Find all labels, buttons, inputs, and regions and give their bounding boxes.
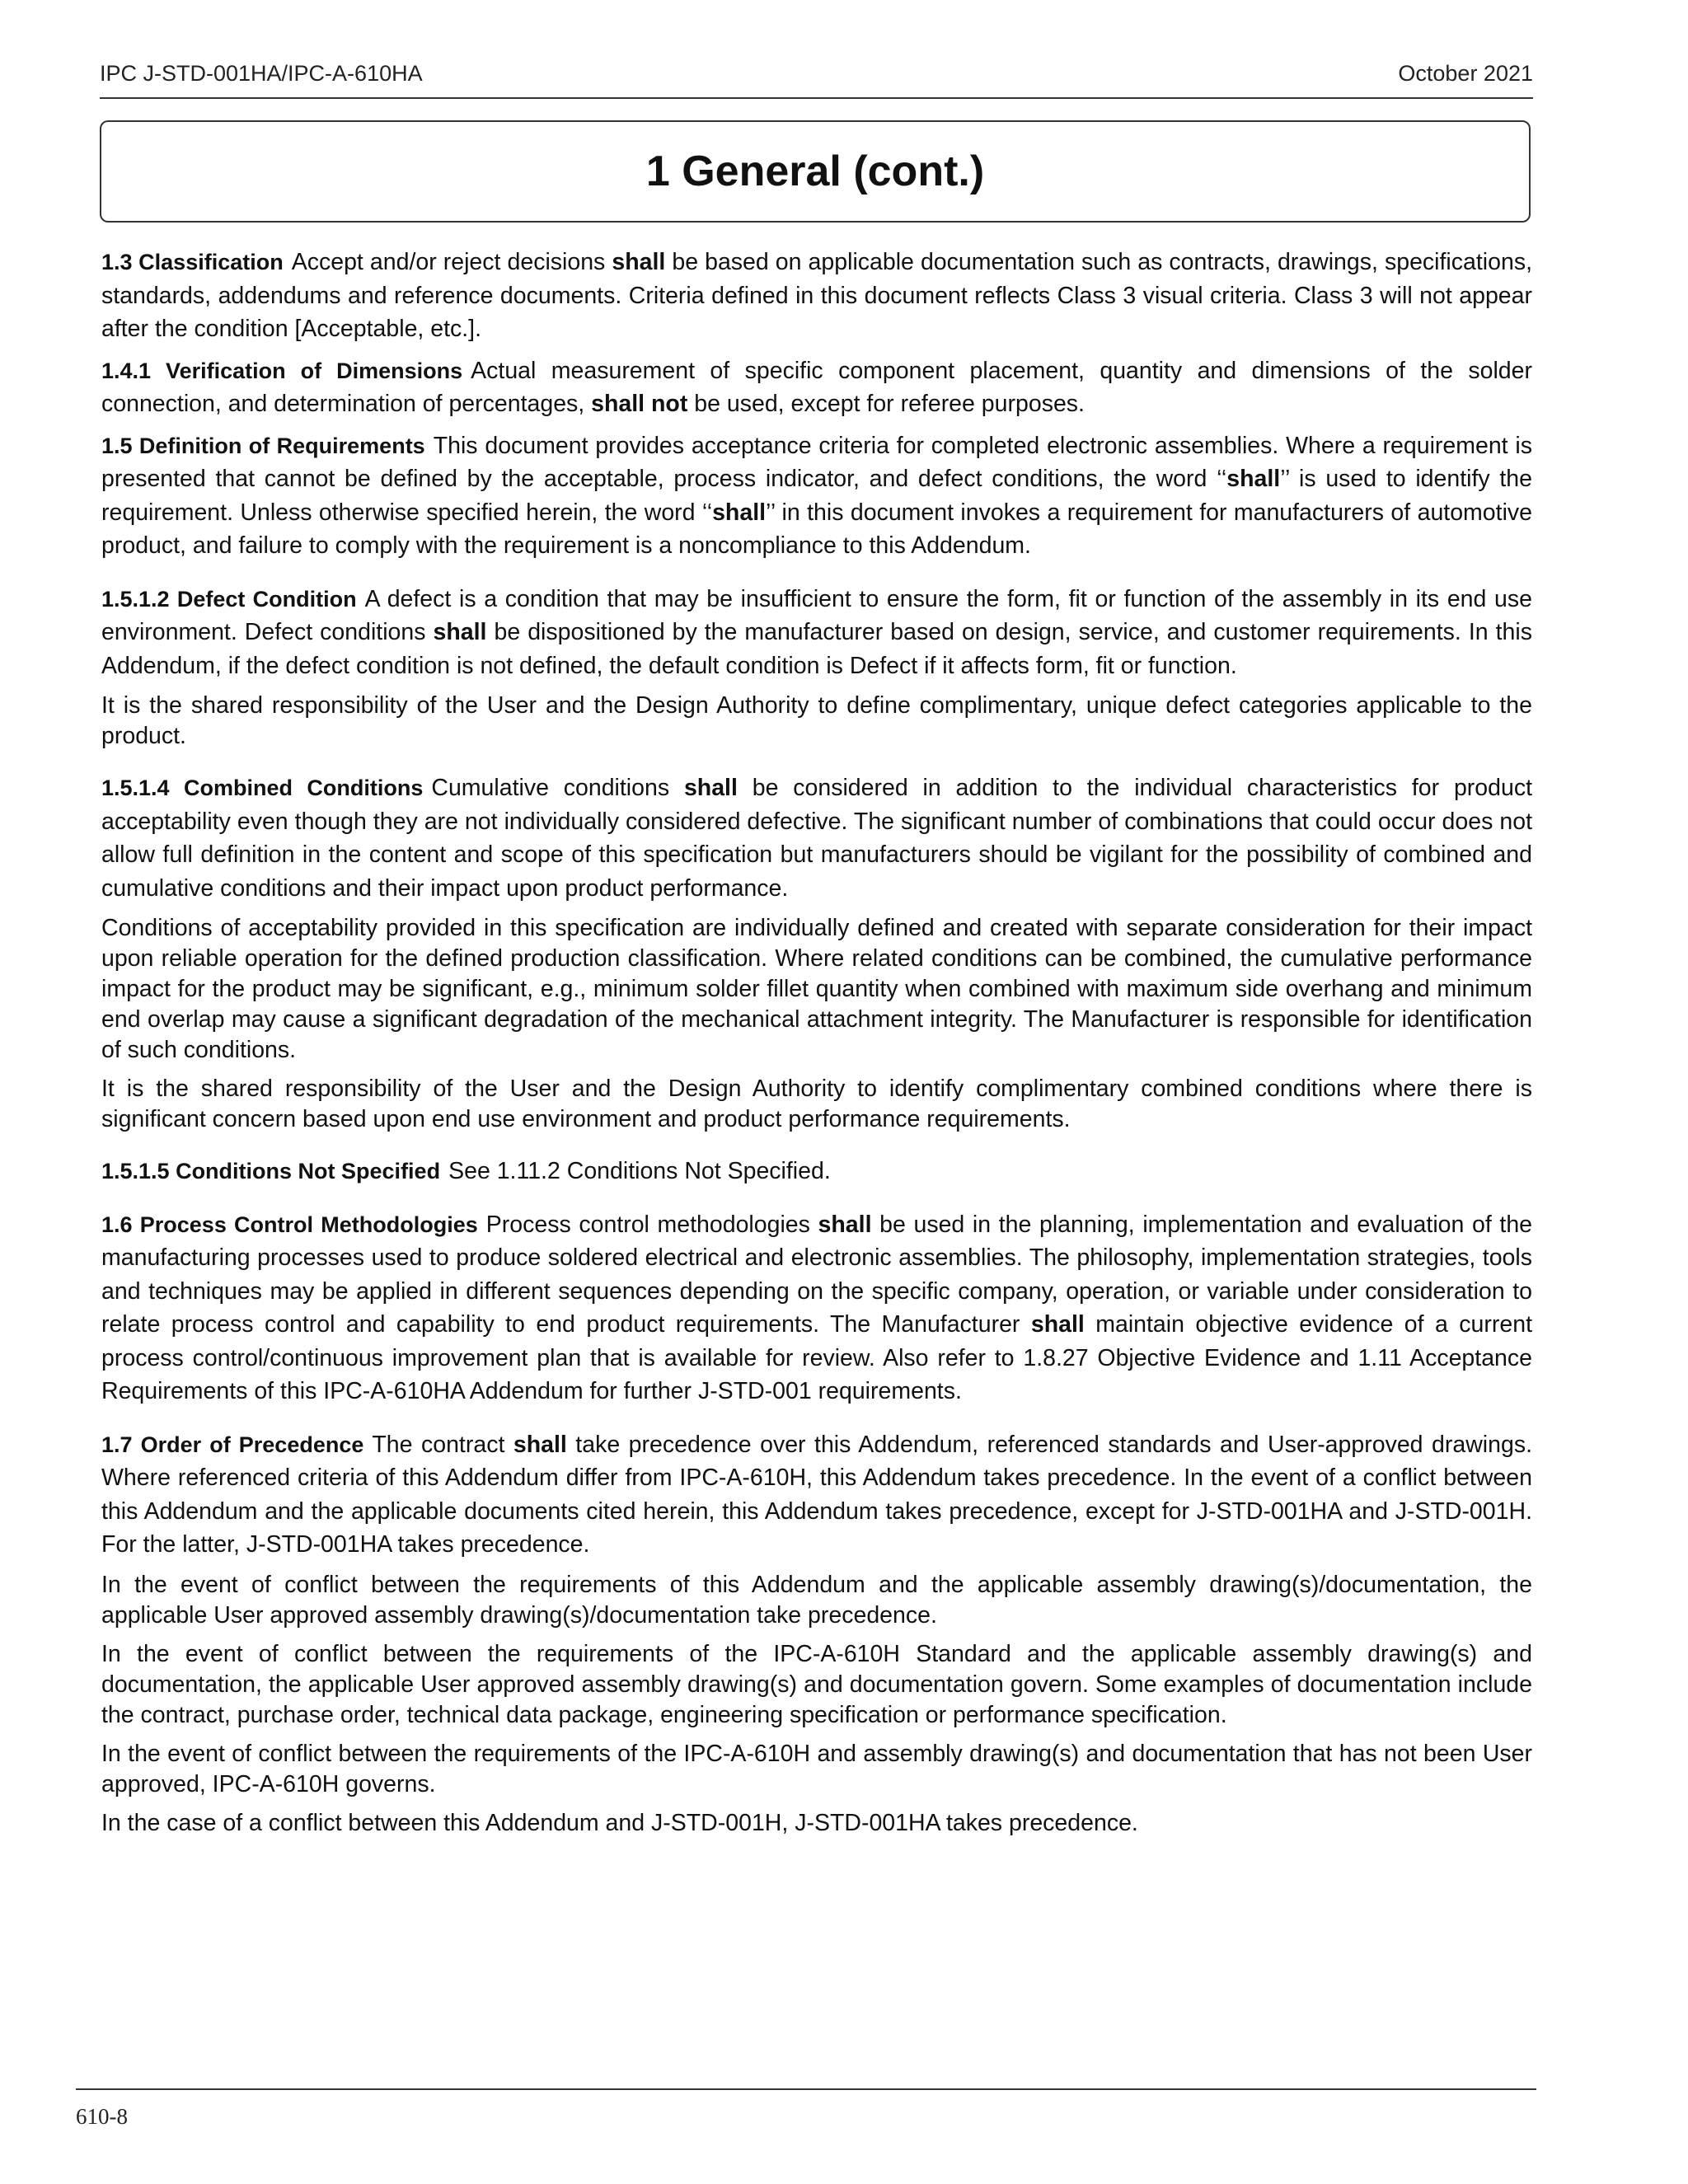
paragraph-1-5-1-4-cont-2: It is the shared responsibility of the User and the Design Authority to identify complimentary combined conditions where there is significant concern based upon end use environment and product performance requirements. <box>101 1076 1532 1132</box>
paragraph-1-7-cont-4: In the case of a conflict between this Addendum and J-STD-001H, J-STD-001HA takes precedence. <box>101 1809 1138 1836</box>
section-heading: 1.5.1.4 Combined Conditions <box>101 776 424 800</box>
paragraph-1-7-cont-2: In the event of conflict between the requirements of the IPC-A-610H Standard and the applicable assembly drawing(s) and documentation, the applicable User approved assembly drawing(s) and documentation govern. Some examples of documentation include the contract, purchase order, technical data package, engineering specification or performance specification. <box>101 1640 1532 1728</box>
footer-rule <box>76 2088 1536 2090</box>
body-content <box>101 246 1532 1839</box>
paragraph-1-4-1: 1.4.1 Verification of Dimensions Actual measurement of specific component placement, quantity and dimensions of the solder connection, and determination of percentages, shall not be used, except for referee purposes. <box>101 357 1532 417</box>
paragraph-1-5-1-5: 1.5.1.5 Conditions Not Specified See 1.11.2 Conditions Not Specified. <box>101 1158 831 1184</box>
section-heading: 1.3 Classification <box>101 250 284 274</box>
paragraph-1-3: 1.3 Classification Accept and/or reject decisions shall be based on applicable documentation such as contracts, drawings, specifications, standards, addendums and reference documents. Criteria defined in this document reflects Class 3 visual criteria. Class 3 will not appear after the condition [Acceptable, etc.]. <box>101 249 1532 342</box>
paragraph-1-7-cont-3: In the event of conflict between the requirements of the IPC-A-610H and assembly drawing(s) and documentation that has not been User approved, IPC-A-610H governs. <box>101 1740 1532 1797</box>
section-heading: 1.6 Process Control Methodologies <box>101 1212 478 1237</box>
section-heading: 1.5.1.5 Conditions Not Specified <box>101 1159 441 1183</box>
paragraph-1-5: 1.5 Definition of Requirements This document provides acceptance criteria for completed electronic assemblies. Where a requirement is presented that cannot be defined by the acceptable, process indicator, and defect conditions, the word ‘‘shall’’ is used to identify the requirement. Unless otherwise specified herein, the word ‘‘shall’’ in this document invokes a requirement for manufacturers of automotive product, and failure to comply with the requirement is a noncompliance to this Addendum. <box>101 432 1532 559</box>
paragraph-1-7: 1.7 Order of Precedence The contract shall take precedence over this Addendum, referenced standards and User-approved drawings. Where referenced criteria of this Addendum differ from IPC-A-610H, this Addendum takes precedence. In the event of a conflict between this Addendum and the applicable documents cited herein, this Addendum takes precedence, except for J-STD-001HA and J-STD-001H. For the latter, J-STD-001HA takes precedence. <box>101 1431 1532 1558</box>
paragraph-1-5-1-4: 1.5.1.4 Combined Conditions Cumulative conditions shall be considered in addition to the individual characteristics for product acceptability even though they are not individually considered defective. The significant number of combinations that could occur does not allow full definition in the content and scope of this specification but manufacturers should be vigilant for the possibility of combined and cumulative conditions and their impact upon product performance. <box>101 775 1533 902</box>
section-heading: 1.7 Order of Precedence <box>101 1432 364 1457</box>
paragraph-1-5-1-4-cont-1: Conditions of acceptability provided in this specification are individually defined and created with separate consideration for their impact upon reliable operation for the defined production classification. Where related conditions can be combined, the cumulative performance impact for the product may be significant, e.g., minimum solder fillet quantity when combined with maximum side overhang and minimum end overlap may cause a significant degradation of the mechanical attachment integrity. The Manufacturer is responsible for identification of such conditions. <box>101 915 1532 1063</box>
section-heading: 1.5 Definition of Requirements <box>101 433 425 458</box>
section-heading: 1.5.1.2 Defect Condition <box>101 586 357 612</box>
chapter-title: 1 General (cont.) <box>645 148 985 195</box>
paragraph-1-5-1-2: 1.5.1.2 Defect Condition A defect is a condition that may be insufficient to ensure the form, fit or function of the assembly in its end use environment. Defect conditions shall be dispositioned by the manufacturer based on design, service, and customer requirements. In this Addendum, if the defect condition is not defined, the default condition is Defect if it affects form, fit or function. <box>101 585 1532 679</box>
section-heading: 1.4.1 Verification of Dimensions <box>101 358 463 383</box>
page-number: 610-8 <box>76 2104 128 2129</box>
header-document-id: IPC J-STD-001HA/IPC-A-610HA <box>100 61 423 86</box>
paragraph-1-7-cont-1: In the event of conflict between the requirements of this Addendum and the applicable assembly drawing(s)/documentation, the applicable User approved assembly drawing(s)/documentation take precedence. <box>101 1571 1532 1629</box>
paragraph-1-5-1-2-cont: It is the shared responsibility of the User and the Design Authority to define complimentary, unique defect categories applicable to the product. <box>101 692 1532 749</box>
header-rule <box>100 97 1533 99</box>
chapter-title-box <box>100 120 1531 223</box>
paragraph-1-6: 1.6 Process Control Methodologies Process control methodologies shall be used in the planning, implementation and evaluation of the manufacturing processes used to produce soldered electrical and electronic assemblies. The philosophy, implementation strategies, tools and techniques may be applied in different sequences depending on the specific company, operation, or variable under consideration to relate process control and capability to end product requirements. The Manufacturer shall maintain objective evidence of a current process control/continuous improvement plan that is available for review. Also refer to 1.8.27 Objective Evidence and 1.11 Acceptance Requirements of this IPC-A-610HA Addendum for further J-STD-001 requirements. <box>101 1211 1533 1404</box>
header-date: October 2021 <box>1398 61 1533 86</box>
